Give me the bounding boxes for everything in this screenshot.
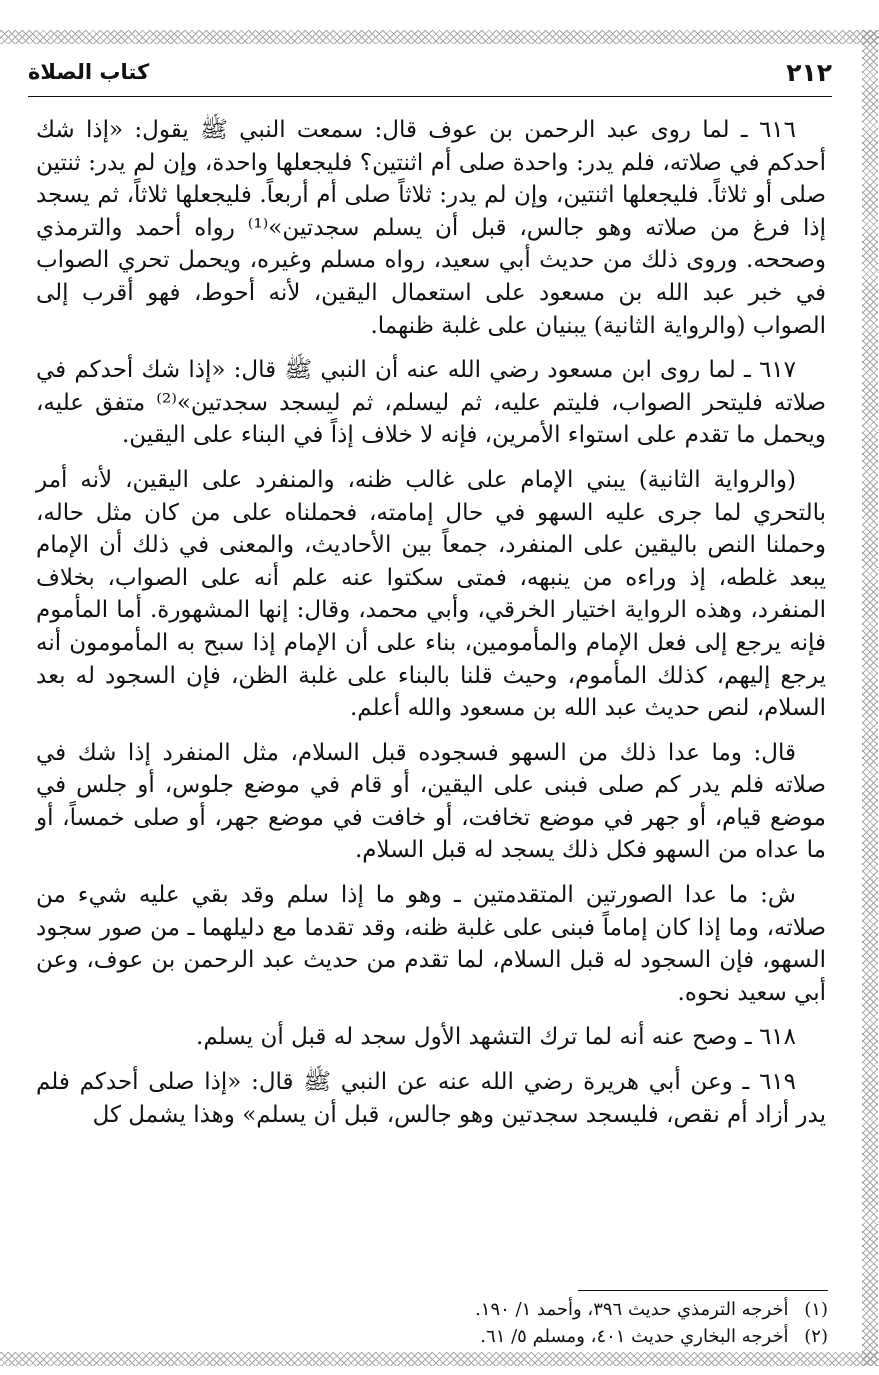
paragraph-618: ٦١٨ ـ وصح عنه أنه لما ترك التشهد الأول سجد له قبل أن يسلم. [196, 1024, 796, 1051]
paragraph-617: ٦١٧ ـ لما روى ابن مسعود رضي الله عنه أن النبي ﷺ قال: «إذا شك أحدكم في صلاته فليتحر الصواب، فليتم عليه، ثم ليسلم، ثم ليسجد سجدتين»⁽²⁾ متفق عليه، ويحمل ما تقدم على استواء الأمرين، فإنه لا خلاف إذاً في البناء على اليقين. [36, 357, 826, 449]
footnote-2 [180, 1323, 828, 1350]
paragraph-619: ٦١٩ ـ وعن أبي هريرة رضي الله عنه عن النبي ﷺ قال: «إذا صلى أحدكم فلم يدر أزاد أم نقص، فليسجد سجدتين وهو جالس، قبل أن يسلم» وهذا يشمل كل [36, 1069, 826, 1128]
footnote-separator [578, 1290, 828, 1291]
footnote-1-number: (١) [804, 1299, 828, 1320]
paragraph-sharh: ش: ما عدا الصورتين المتقدمتين ـ وهو ما إذا سلم وقد بقي عليه شيء من صلاته، وما إذا كان إماماً فبنى على غلبة ظنه، وقد تقدما مع دليلهما ـ من صور سجود السهو، فإن السجود له قبل السلام، لما تقدم من حديث عبد الرحمن بن عوف، وعن أبي سعيد نحوه. [36, 882, 826, 1006]
main-text [36, 114, 826, 1143]
footnotes [180, 1296, 828, 1350]
bottom-ornamental-border [0, 1352, 879, 1366]
footnote-2-number: (٢) [804, 1326, 828, 1347]
paragraph-616: ٦١٦ ـ لما روى عبد الرحمن بن عوف قال: سمعت النبي ﷺ يقول: «إذا شك أحدكم في صلاته، فلم يدر: واحدة صلى أم اثنتين؟ فليجعلها واحدة، وإن لم يدر: ثنتين صلى أو ثلاثاً. فليجعلها اثنتين، وإن لم يدر: ثلاثاً صلى أم أربعاً. فليجعلها ثلاثاً، ثم يسجد إذا فرغ من صلاته وهو جالس، قبل أن يسلم سجدتين»⁽¹⁾ رواه أحمد والترمذي وصححه. وروى ذلك من حديث أبي سعيد، رواه مسلم وغيره، ويحمل تحري الصواب في خبر عبد الله بن مسعود على استعمال اليقين، لأنه أحوط، فهو أقرب إلى الصواب (والرواية الثانية) يبنيان على غلبة ظنهما. [36, 117, 826, 339]
page-header [28, 56, 832, 97]
page-number: ٢١٢ [786, 58, 832, 87]
paragraph-second-narration: (والرواية الثانية) يبني الإمام على غالب ظنه، والمنفرد على اليقين، لأنه أمر بالتحري لما جرى عليه السهو في حال إمامته، فحملناه على من كان مثل حاله، وحملنا النص باليقين على المنفرد، جمعاً بين الأحاديث، والمعنى في ذلك أن الإمام يبعد غلطه، إذ وراءه من ينبهه، فمتى سكتوا عنه علم أنه على الصواب، بخلاف المنفرد، وهذه الرواية اختيار الخرقي، وأبي محمد، وقال: إنها المشهورة. أما المأموم فإنه يرجع إلى فعل الإمام والمأمومين، بناء على أن الإمام إذا سبح به المأمومون أنه يرجع إليهم، كذلك المأموم، وحيث قلنا بالبناء على غلبة الظن، فإن السجود له بعد السلام، لنص حديث عبد الله بن مسعود والله أعلم. [36, 466, 826, 722]
footnote-2-text: أخرجه البخاري حديث ٤٠١، ومسلم ٥/ ٦١. [480, 1326, 789, 1347]
right-ornamental-border [862, 30, 878, 1366]
footnote-1-text: أخرجه الترمذي حديث ٣٩٦، وأحمد ١/ ١٩٠. [475, 1299, 789, 1320]
running-title: كتاب الصلاة [28, 60, 150, 84]
footnote-1 [180, 1296, 828, 1323]
paragraph-qala: قال: وما عدا ذلك من السهو فسجوده قبل السلام، مثل المنفرد إذا شك في صلاته فلم يدر كم صلى فبنى على اليقين، أو قام في موضع جلوس، أو جلس في موضع قيام، أو جهر في موضع تخافت، أو خافت في موضع جهر، أو صلى خمساً، أو ما عداه من السهو فكل ذلك يسجد له قبل السلام. [36, 739, 826, 864]
top-ornamental-border [0, 30, 879, 44]
